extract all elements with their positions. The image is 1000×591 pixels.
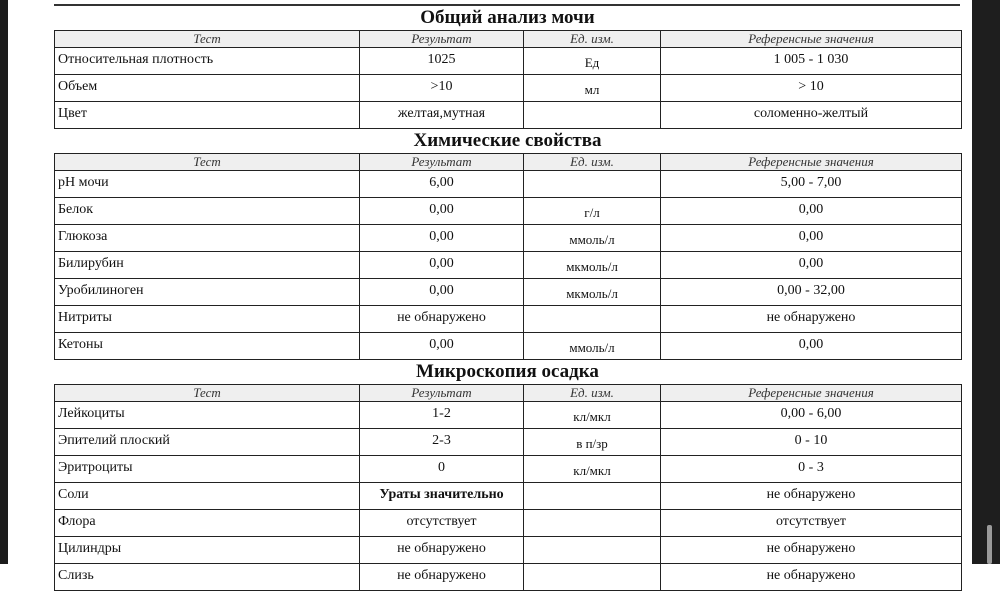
test-reference: 5,00 - 7,00 bbox=[661, 171, 962, 198]
test-unit bbox=[524, 102, 661, 129]
test-unit: г/л bbox=[524, 198, 661, 225]
test-unit: кл/мкл bbox=[524, 456, 661, 483]
test-result: не обнаружено bbox=[360, 537, 524, 564]
test-result: 0,00 bbox=[360, 252, 524, 279]
table-row bbox=[55, 75, 962, 102]
table-row bbox=[55, 537, 962, 564]
table-chemical-properties bbox=[54, 153, 962, 360]
test-unit: мл bbox=[524, 75, 661, 102]
test-name: Объем bbox=[55, 75, 360, 102]
test-name: Уробилиноген bbox=[55, 279, 360, 306]
test-name: Лейкоциты bbox=[55, 402, 360, 429]
test-result: не обнаружено bbox=[360, 306, 524, 333]
test-reference: не обнаружено bbox=[661, 306, 962, 333]
test-reference: не обнаружено bbox=[661, 483, 962, 510]
test-name: Глюкоза bbox=[55, 225, 360, 252]
table-row bbox=[55, 456, 962, 483]
table-general-analysis bbox=[54, 30, 962, 129]
table-row bbox=[55, 225, 962, 252]
test-name: pH мочи bbox=[55, 171, 360, 198]
test-name: Белок bbox=[55, 198, 360, 225]
test-name: Нитриты bbox=[55, 306, 360, 333]
table-row bbox=[55, 402, 962, 429]
header-unit: Ед. изм. bbox=[524, 31, 661, 48]
test-name: Флора bbox=[55, 510, 360, 537]
test-name: Слизь bbox=[55, 564, 360, 591]
test-reference: 1 005 - 1 030 bbox=[661, 48, 962, 75]
header-test: Тест bbox=[55, 154, 360, 171]
test-unit bbox=[524, 306, 661, 333]
test-reference: 0,00 - 6,00 bbox=[661, 402, 962, 429]
header-test: Тест bbox=[55, 385, 360, 402]
test-result: 0 bbox=[360, 456, 524, 483]
test-unit bbox=[524, 510, 661, 537]
test-unit: ммоль/л bbox=[524, 333, 661, 360]
test-reference: не обнаружено bbox=[661, 564, 962, 591]
table-row bbox=[55, 333, 962, 360]
table-row bbox=[55, 198, 962, 225]
test-name: Эритроциты bbox=[55, 456, 360, 483]
test-name: Соли bbox=[55, 483, 360, 510]
test-name: Цилиндры bbox=[55, 537, 360, 564]
test-reference: соломенно-желтый bbox=[661, 102, 962, 129]
header-reference: Референсные значения bbox=[661, 154, 962, 171]
test-result: 1-2 bbox=[360, 402, 524, 429]
table-row bbox=[55, 171, 962, 198]
table-row bbox=[55, 429, 962, 456]
test-unit: кл/мкл bbox=[524, 402, 661, 429]
table-header-row bbox=[55, 385, 962, 402]
table-row bbox=[55, 564, 962, 591]
table-header-row bbox=[55, 154, 962, 171]
header-test: Тест bbox=[55, 31, 360, 48]
table-sediment-microscopy bbox=[54, 384, 962, 591]
test-name: Эпителий плоский bbox=[55, 429, 360, 456]
test-name: Цвет bbox=[55, 102, 360, 129]
test-reference: 0 - 10 bbox=[661, 429, 962, 456]
header-result: Результат bbox=[360, 31, 524, 48]
table-row bbox=[55, 510, 962, 537]
test-result: 0,00 bbox=[360, 225, 524, 252]
section-title-general: Общий анализ мочи bbox=[420, 7, 595, 28]
test-unit: ммоль/л bbox=[524, 225, 661, 252]
test-reference: 0,00 - 32,00 bbox=[661, 279, 962, 306]
test-unit: мкмоль/л bbox=[524, 252, 661, 279]
vertical-scrollbar-thumb[interactable] bbox=[987, 525, 992, 564]
test-unit bbox=[524, 564, 661, 591]
test-unit: мкмоль/л bbox=[524, 279, 661, 306]
table-row bbox=[55, 48, 962, 75]
test-unit bbox=[524, 171, 661, 198]
test-result-flagged: Ураты значительно bbox=[360, 483, 524, 510]
test-result: 0,00 bbox=[360, 198, 524, 225]
test-reference: 0,00 bbox=[661, 333, 962, 360]
section-title-chemical: Химические свойства bbox=[413, 130, 602, 151]
header-unit: Ед. изм. bbox=[524, 385, 661, 402]
test-result: отсутствует bbox=[360, 510, 524, 537]
section-title-microscopy: Микроскопия осадка bbox=[416, 361, 599, 382]
test-unit: в п/зр bbox=[524, 429, 661, 456]
table-row bbox=[55, 279, 962, 306]
test-reference: 0,00 bbox=[661, 225, 962, 252]
window-frame-left bbox=[0, 0, 8, 564]
test-name: Относительная плотность bbox=[55, 48, 360, 75]
table-row bbox=[55, 252, 962, 279]
test-reference: 0,00 bbox=[661, 252, 962, 279]
test-name: Билирубин bbox=[55, 252, 360, 279]
table-row bbox=[55, 306, 962, 333]
test-result: желтая,мутная bbox=[360, 102, 524, 129]
test-reference: 0 - 3 bbox=[661, 456, 962, 483]
test-name: Кетоны bbox=[55, 333, 360, 360]
test-result: 1025 bbox=[360, 48, 524, 75]
table-row bbox=[55, 102, 962, 129]
header-unit: Ед. изм. bbox=[524, 154, 661, 171]
test-result: 2-3 bbox=[360, 429, 524, 456]
test-reference: не обнаружено bbox=[661, 537, 962, 564]
test-result: 0,00 bbox=[360, 279, 524, 306]
table-header-row bbox=[55, 31, 962, 48]
table-row bbox=[55, 483, 962, 510]
test-unit bbox=[524, 483, 661, 510]
header-reference: Референсные значения bbox=[661, 385, 962, 402]
header-result: Результат bbox=[360, 385, 524, 402]
test-reference: 0,00 bbox=[661, 198, 962, 225]
header-result: Результат bbox=[360, 154, 524, 171]
test-result: >10 bbox=[360, 75, 524, 102]
test-reference: > 10 bbox=[661, 75, 962, 102]
test-result: не обнаружено bbox=[360, 564, 524, 591]
test-result: 6,00 bbox=[360, 171, 524, 198]
lab-report bbox=[54, 6, 961, 591]
test-unit: Ед bbox=[524, 48, 661, 75]
test-result: 0,00 bbox=[360, 333, 524, 360]
test-unit bbox=[524, 537, 661, 564]
header-reference: Референсные значения bbox=[661, 31, 962, 48]
window-frame-right bbox=[972, 0, 1000, 564]
test-reference: отсутствует bbox=[661, 510, 962, 537]
